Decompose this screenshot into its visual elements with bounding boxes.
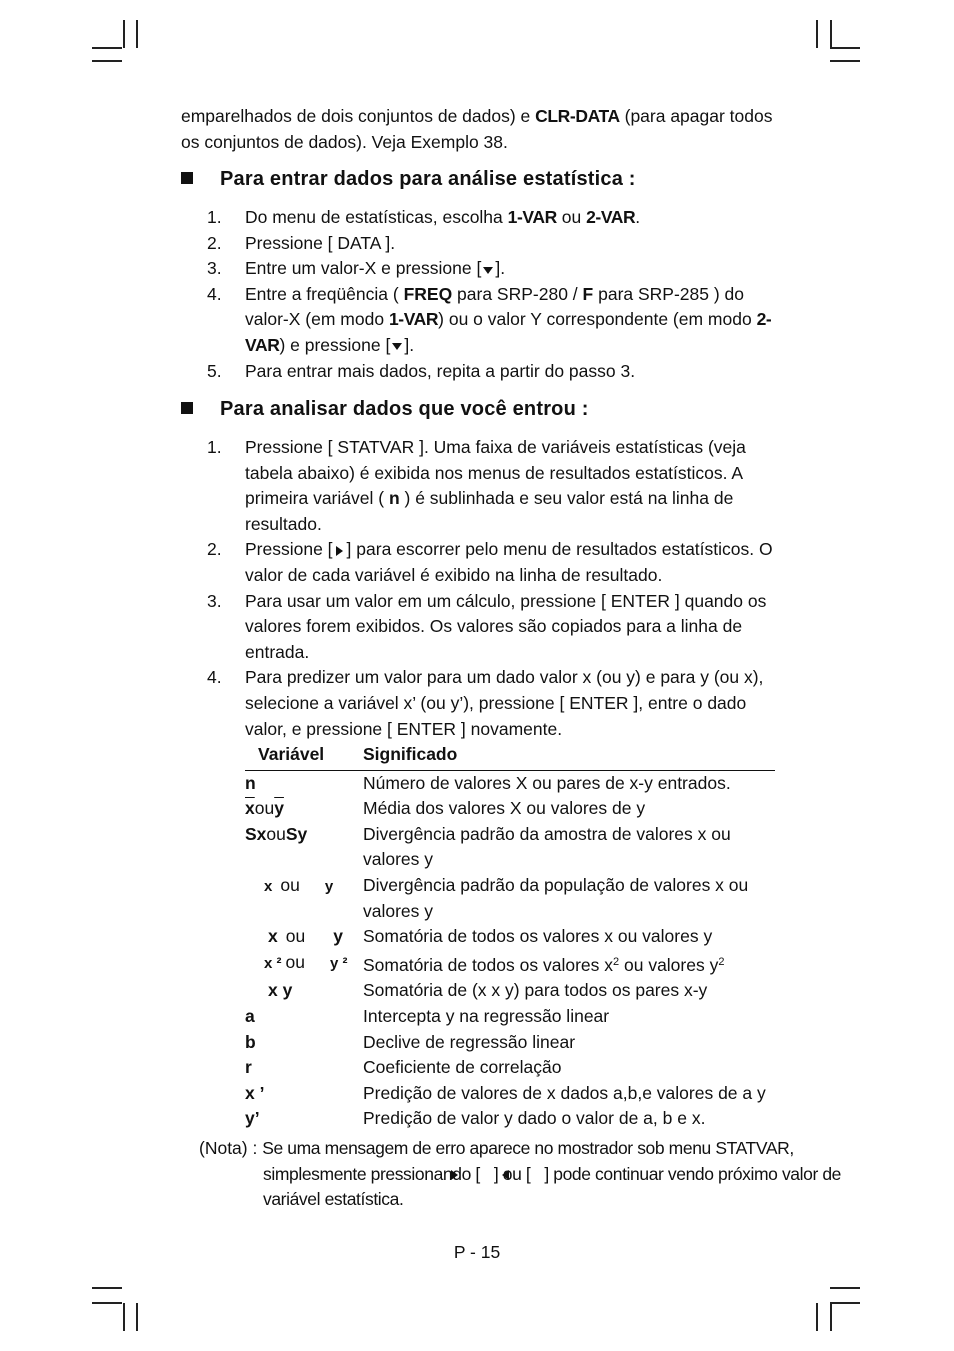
note-label: (Nota) : — [199, 1138, 263, 1158]
key-1-var: 1-VAR — [507, 207, 557, 227]
page-number: P - 15 — [453, 1242, 501, 1262]
step-number: 3. — [207, 590, 222, 611]
table-row — [245, 770, 775, 796]
step-text: ) é sublinhada e seu valor está na linha de resultado. — [245, 488, 734, 534]
analyze-data-steps — [207, 435, 777, 742]
step-text: ]. — [404, 334, 415, 355]
meaning-text: Somatória de todos os valores x — [363, 954, 613, 975]
variable-cell — [245, 924, 363, 950]
square-bullet-icon — [181, 402, 193, 414]
step-text: para SRP-285 ) do valor-X (em modo — [245, 283, 745, 330]
meaning-cell: Divergência padrão da população de valores x ou valores y — [363, 874, 749, 921]
step-text: Para usar um valor em um cálculo, pressione [ ENTER ] quando os valores forem exibidos. Os valores são copiados para a linha de entrada. — [245, 590, 767, 662]
list-item — [207, 205, 777, 231]
key-freq: FREQ — [403, 283, 453, 304]
table-header-row — [245, 742, 775, 770]
var-part: x — [268, 926, 278, 947]
header-meaning: Significado — [363, 744, 458, 764]
step-text: Pressione [ STATVAR ]. Uma faixa de variáveis estatísticas (veja tabela abaixo) é exibida nos menus de resultados estatísticos. A primeira variável ( — [245, 437, 746, 509]
key-f: F — [582, 283, 594, 304]
table-row — [245, 950, 775, 979]
step-number: 1. — [207, 437, 222, 457]
section-heading-enter-data — [181, 167, 636, 193]
variable-cell — [245, 873, 363, 924]
var-or: ou — [285, 951, 305, 972]
step-text: Pressione [ DATA ]. — [245, 232, 396, 253]
key-clr-data: CLR-DATA — [535, 106, 620, 126]
meaning-text: ou valores y — [619, 954, 719, 975]
table-row — [245, 978, 775, 1004]
var-part: x y — [268, 980, 293, 1001]
step-text: Para entrar mais dados, repita a partir do passo 3. — [245, 360, 636, 381]
meaning-cell — [363, 950, 775, 979]
meaning-cell: Predição de valores de x dados a,b,e valores de a y — [363, 1082, 766, 1103]
table-row — [245, 873, 775, 924]
var-or: ou — [280, 874, 300, 895]
key-2-var: 2-VAR — [586, 207, 636, 227]
meaning-cell: Média dos valores X ou valores de y — [363, 798, 646, 819]
table-row — [245, 796, 775, 822]
meaning-cell: Somatória de todos os valores x ou valores y — [363, 926, 713, 947]
table-row — [245, 1055, 775, 1081]
right-arrow-icon — [480, 1170, 494, 1180]
variable-cell: b — [245, 1031, 256, 1052]
step-number: 5. — [207, 360, 222, 381]
meaning-cell: Somatória de (x x y) para todos os pares x-y — [363, 980, 708, 1001]
heading-text: Para analisar dados que você entrou : — [220, 398, 589, 420]
meaning-cell: Divergência padrão da amostra de valores x ou valores y — [363, 823, 731, 870]
list-item — [207, 282, 777, 359]
step-text: Entre um valor-X e pressione [ — [245, 258, 482, 279]
var-or: ou — [285, 926, 306, 947]
statistics-variables-table — [245, 742, 775, 1132]
note-text: ] pode continuar vendo próximo valor de variável estatística. — [263, 1163, 842, 1210]
table-row — [245, 1030, 775, 1056]
step-text: Pressione [ — [245, 539, 333, 560]
step-text: ) ou o valor Y correspondente (em modo — [438, 309, 757, 330]
list-item — [207, 231, 777, 257]
table-row — [245, 1081, 775, 1107]
note-text: ] ou [ — [493, 1163, 531, 1184]
list-item — [207, 537, 777, 588]
meaning-cell: Coeficiente de correlação — [363, 1057, 562, 1078]
square-bullet-icon — [181, 172, 193, 184]
variable-cell: n — [245, 772, 256, 793]
step-text: ]. — [495, 258, 506, 279]
step-number: 4. — [207, 283, 222, 304]
left-arrow-icon — [530, 1170, 544, 1180]
step-text: Para predizer um valor para um dado valor x (ou y) e para y (ou x), selecione a variável x’ (ou y’), pressione [ ENTER ], entre o dado valor, e pressione [ ENTER ] novamente. — [245, 667, 764, 739]
list-item — [207, 589, 777, 666]
superscript: 2 — [613, 955, 620, 968]
var-part: y — [324, 877, 334, 895]
meaning-cell: Predição de valor y dado o valor de a, b e x. — [363, 1108, 706, 1129]
down-arrow-icon — [390, 341, 404, 351]
variable-cell: x ’ — [245, 1082, 265, 1103]
step-text: ] para escorrer pelo menu de resultados estatísticos. O valor de cada variável é exibido na linha de resultado. — [245, 539, 773, 585]
table-row — [245, 822, 775, 873]
var-part: $\overline{x}$ — [245, 798, 255, 819]
step-text: . — [635, 207, 641, 227]
variable-cell — [245, 822, 363, 873]
intro-paragraph — [181, 104, 781, 155]
var-part: y — [333, 926, 343, 947]
variable-cell — [245, 796, 363, 822]
step-text: Entre a freqüência ( — [245, 283, 404, 304]
intro-text-cont: (para apagar todos os conjuntos de dados). Veja Exemplo 38. — [181, 106, 773, 152]
table-row — [245, 1004, 775, 1030]
step-number: 2. — [207, 232, 222, 253]
step-text: Do menu de estatísticas, escolha — [245, 207, 508, 227]
var-part: y ² — [329, 954, 348, 972]
meaning-cell: Intercepta y na regressão linear — [363, 1005, 610, 1026]
down-arrow-icon — [481, 265, 495, 275]
variable-cell: a — [245, 1005, 255, 1026]
step-number: 2. — [207, 539, 222, 560]
table-row — [245, 1106, 775, 1132]
step-text: para SRP-280 / — [452, 283, 583, 304]
table-row — [245, 924, 775, 950]
list-item — [207, 665, 777, 742]
note-paragraph — [199, 1136, 843, 1213]
right-arrow-icon — [333, 546, 347, 556]
variable-cell: y’ — [245, 1108, 260, 1129]
variable-cell — [245, 950, 363, 979]
step-number: 4. — [207, 667, 222, 688]
var-part: $\overline{y}$ — [274, 798, 284, 819]
var-or: ou — [254, 798, 275, 819]
heading-text: Para entrar dados para análise estatística : — [220, 168, 636, 190]
step-text: ) e pressione [ — [279, 334, 391, 355]
header-variable: Variável — [258, 744, 325, 764]
note-text: Se uma mensagem de erro aparece no mostrador sob menu STATVAR, simplesmente pressionando [ — [262, 1138, 794, 1184]
variable-cell — [245, 978, 363, 1004]
step-number: 3. — [207, 258, 222, 279]
var-part: x — [264, 877, 273, 895]
meaning-cell: Declive de regressão linear — [363, 1031, 576, 1052]
superscript: 2 — [718, 955, 725, 968]
var-part: Sy — [285, 823, 308, 844]
key-1-var: 1-VAR — [388, 309, 439, 330]
section-heading-analyze-data — [181, 397, 589, 423]
var-part: Sx — [245, 823, 267, 844]
list-item — [207, 359, 777, 385]
var-n: n — [388, 488, 400, 509]
list-item — [207, 256, 777, 282]
enter-data-steps — [207, 205, 777, 384]
var-or: ou — [266, 823, 286, 844]
intro-text: emparelhados de dois conjuntos de dados) e — [181, 106, 536, 126]
variable-cell: r — [245, 1057, 252, 1078]
step-number: 1. — [207, 207, 222, 227]
key-2-var: 2-VAR — [245, 309, 772, 355]
meaning-cell: Número de valores X ou pares de x-y entrados. — [363, 772, 731, 793]
list-item — [207, 435, 777, 537]
var-part: x ² — [264, 954, 282, 972]
step-text: ou — [556, 207, 587, 227]
